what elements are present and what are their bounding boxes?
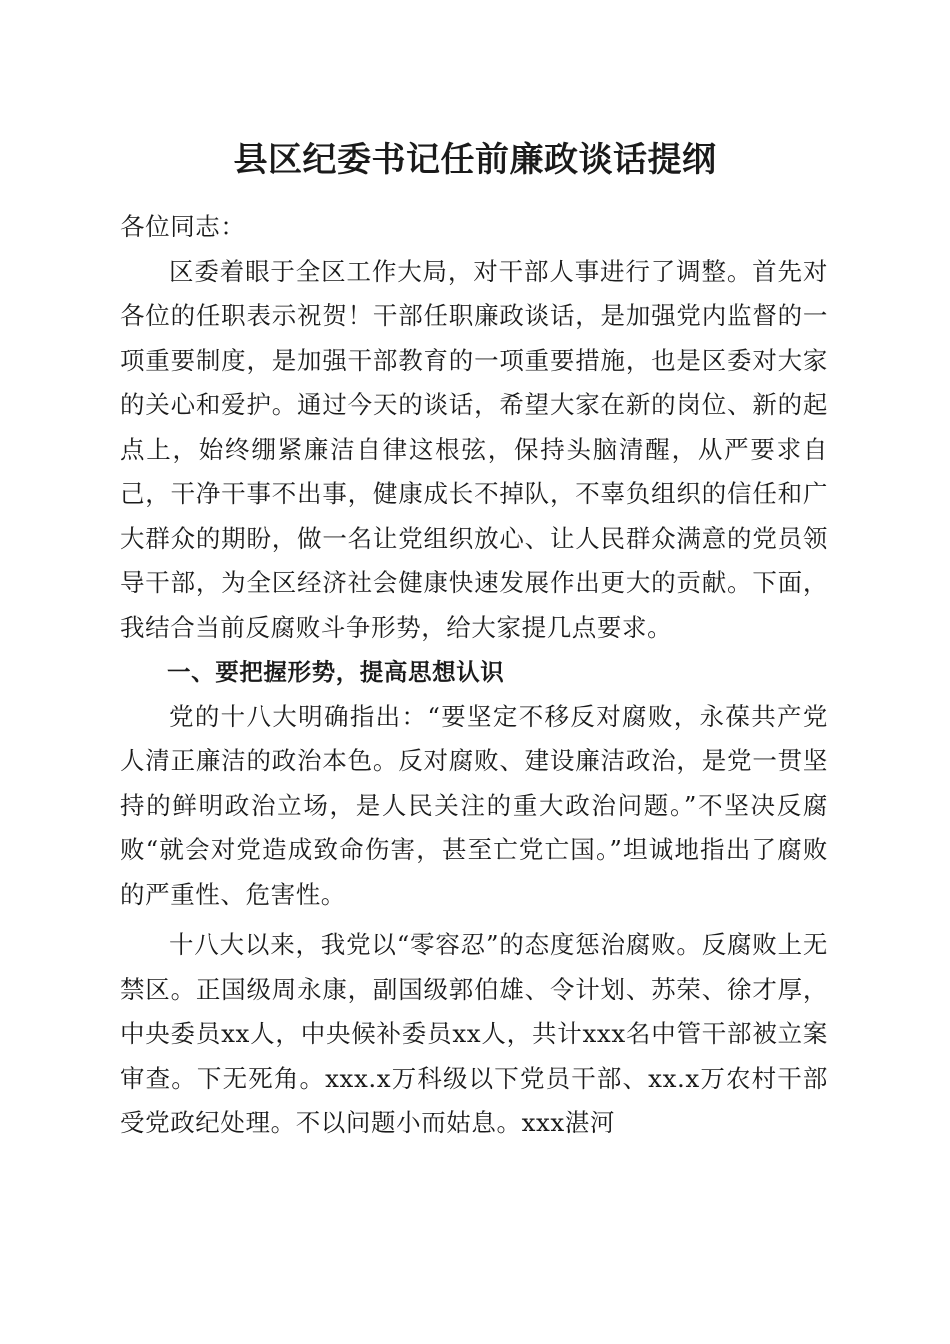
section-heading: 一、要把握形势，提高思想认识	[167, 658, 505, 686]
document-title: 县区纪委书记任前廉政谈话提纲	[233, 140, 717, 180]
section-paragraph: 党的十八大明确指出：“要坚定不移反对腐败，永葆共产党人清正廉洁的政治本色。反对腐败、建设廉洁政治，是党一贯坚持的鲜明政治立场，是人民关注的重大政治问题。”不坚决反腐败“就会对党造成致命伤害，甚至亡党亡国。”坦诚地指出了腐败的严重性、危害性。	[120, 701, 828, 909]
document-body	[120, 205, 828, 1146]
salutation: 各位同志：	[120, 212, 246, 241]
intro-paragraph: 区委着眼于全区工作大局，对干部人事进行了调整。首先对各位的任职表示祝贺！干部任职廉政谈话，是加强党内监督的一项重要制度，是加强干部教育的一项重要措施，也是区委对大家的关心和爱护。通过今天的谈话，希望大家在新的岗位、新的起点上，始终绷紧廉洁自律这根弦，保持头脑清醒，从严要求自己，干净干事不出事，健康成长不掉队，不辜负组织的信任和广大群众的期盼，做一名让党组织放心、让人民群众满意的党员领导干部，为全区经济社会健康快速发展作出更大的贡献。下面，我结合当前反腐败斗争形势，给大家提几点要求。	[120, 256, 828, 642]
section-paragraph: 十八大以来，我党以“零容忍”的态度惩治腐败。反腐败上无禁区。正国级周永康，副国级郭伯雄、令计划、苏荣、徐才厚，中央委员xx人，中央候补委员xx人，共计xxx名中管干部被立案审查。下无死角。xxx.x万科级以下党员干部、xx.x万农村干部受党政纪处理。不以问题小而姑息。xxx湛河	[120, 930, 828, 1137]
